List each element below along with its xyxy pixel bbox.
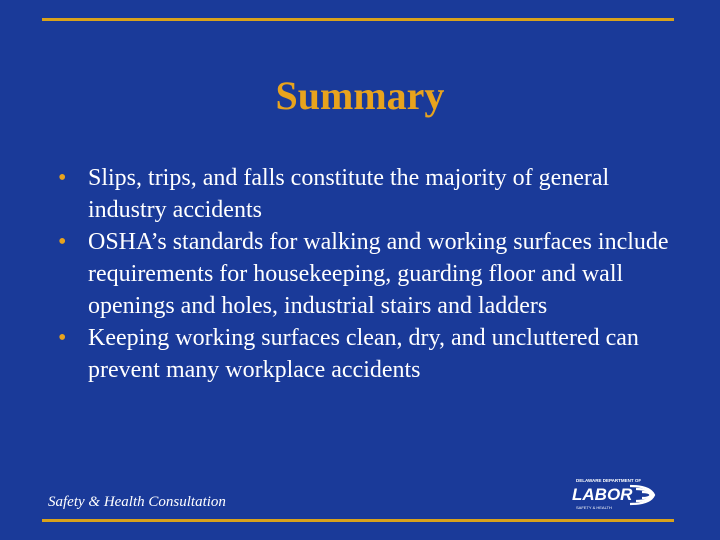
slide-title: Summary — [275, 73, 445, 118]
logo-main-text: LABOR — [572, 485, 633, 504]
department-of-labor-logo — [566, 476, 666, 514]
logo-sub-text: SAFETY & HEALTH — [576, 505, 612, 510]
swoosh-icon — [630, 486, 654, 504]
bullet-icon: • — [58, 229, 67, 255]
bullet-icon: • — [58, 325, 67, 351]
bullet-item — [52, 162, 692, 226]
bullet-text: Slips, trips, and falls constitute the majority of general industry accidents — [88, 165, 610, 223]
bullet-list — [52, 162, 692, 386]
bullet-item — [52, 322, 692, 386]
bullet-text: Keeping working surfaces clean, dry, and uncluttered can prevent many workplace accidents — [88, 325, 639, 383]
bullet-text: OSHA’s standards for walking and working surfaces include requirements for housekeeping, guarding floor and wall openings and holes, industrial stairs and ladders — [88, 229, 669, 319]
bullet-icon: • — [58, 165, 67, 191]
logo-top-text: DELAWARE DEPARTMENT OF — [576, 478, 642, 483]
footer-label: Safety & Health Consultation — [48, 494, 226, 510]
bottom-divider — [42, 519, 674, 522]
bullet-item — [52, 226, 692, 322]
top-divider — [42, 18, 674, 21]
